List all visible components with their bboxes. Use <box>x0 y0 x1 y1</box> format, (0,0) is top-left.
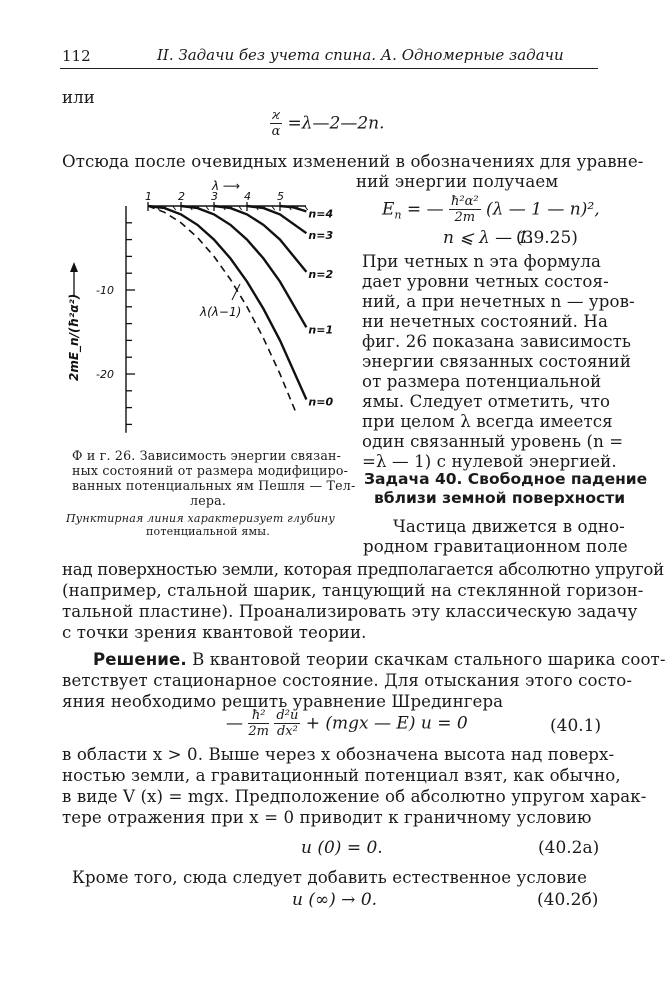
solution-line: Решение. В квантовой теории скачкам стального шарика соот- <box>93 650 666 669</box>
x-tick-label: 1 <box>145 190 152 203</box>
series-n=4 <box>280 206 306 211</box>
y-axis-arrowhead <box>70 262 78 272</box>
x-tick-label: 5 <box>277 190 284 203</box>
side-line: ни нечетных состояний. На <box>362 312 608 331</box>
equation-40-1: — $\frac{\text{ħ²}}{2m}$ $\frac{\text{d²u}}{\text{dx²}}$ + (mgx — E) u = 0 <box>226 708 468 739</box>
equation-energy: $E_n$ = — $\frac{\text{ħ²α²}}{2m}$ (λ — 1 — n)², <box>382 194 600 225</box>
problem-line: Частица движется в одно- <box>393 517 625 536</box>
series-n=2 <box>214 206 306 272</box>
x-minor-tick <box>305 206 308 210</box>
side-line: фиг. 26 показана зависимость <box>362 332 632 351</box>
equation-tag-40-1: (40.1) <box>550 716 602 736</box>
equation-condition: n ⩽ λ — 1. <box>443 228 534 248</box>
series-n=0 <box>148 206 306 400</box>
x-tick-label: 4 <box>244 190 251 203</box>
y-tick-label: -10 <box>96 284 114 297</box>
side-line: =λ — 1) с нулевой энергией. <box>362 452 617 471</box>
paragraph-line: (например, стальной шарик, танцующий на стеклянной горизон- <box>62 581 644 600</box>
paragraph-line: яния необходимо решить уравнение Шредингера <box>62 692 504 711</box>
series-label: n=1 <box>308 323 334 337</box>
dashed-curve-label: λ(λ−1) <box>200 305 242 319</box>
problem-title: Задача 40. Свободное падение <box>364 470 648 488</box>
figure-note-line: Пунктирная линия характеризует глубину <box>66 512 335 525</box>
lambda-arrow-label: λ ⟶ <box>212 179 241 193</box>
series-label: n=0 <box>308 395 334 409</box>
paragraph-line: Отсюда после очевидных изменений в обозначениях для уравне- <box>62 152 644 171</box>
x-tick-label: 2 <box>178 190 185 203</box>
y-tick-label: -20 <box>96 368 114 381</box>
caption-line: ных состояний от размера модифициро- <box>72 463 349 478</box>
side-line: ний, а при нечетных n — уров- <box>362 292 635 311</box>
side-line: При четных n эта формула <box>362 252 602 271</box>
caption-line: ванных потенциальных ям Пешля — Тел- <box>72 478 356 493</box>
paragraph-line: ветствует стационарное состояние. Для отыскания этого состо- <box>62 671 633 690</box>
paragraph-line: с точки зрения квантовой теории. <box>62 623 367 642</box>
solution-label: Решение. <box>93 650 187 669</box>
series-label: n=4 <box>308 207 334 221</box>
series-label: n=2 <box>308 267 334 281</box>
equation-kappa-alpha: $\frac{ϰ}{\alpha}$ =λ—2—2n. <box>271 108 385 139</box>
paragraph-line: тере отражения при x = 0 приводит к граничному условию <box>62 808 592 827</box>
header-rule <box>60 68 598 69</box>
x-tick-label: 3 <box>211 190 218 203</box>
paragraph-line: тальной пластине). Проанализировать эту классическую задачу <box>62 602 638 621</box>
paragraph-line: над поверхностью земли, которая предполагается абсолютно упругой <box>62 560 664 579</box>
equation-tag-40-2a: (40.2а) <box>538 838 600 858</box>
paragraph-line: Кроме того, сюда следует добавить естественное условие <box>72 868 588 887</box>
side-line: дает уровни четных состоя- <box>362 272 609 291</box>
equation-40-2b: u (∞) → 0. <box>292 890 378 910</box>
equation-tag-40-2b: (40.2б) <box>537 890 599 910</box>
side-line: ямы. Следует отметить, что <box>362 392 611 411</box>
page-number: 112 <box>62 47 91 65</box>
side-line: от размера потенциальной <box>362 372 602 391</box>
running-title: II. Задачи без учета спина. А. Одномерные задачи <box>157 46 564 64</box>
paragraph-line: в области x > 0. Выше через x обозначена высота над поверх- <box>62 745 615 764</box>
dashed-label-leader <box>232 284 240 300</box>
equation-tag-39-25: (39.25) <box>516 228 578 248</box>
paragraph-line: в виде V (x) = mgx. Предположение об абсолютно упругом харак- <box>62 787 647 806</box>
caption-line: Ф и г. 26. Зависимость энергии связан- <box>72 448 342 463</box>
side-line: один связанный уровень (n = <box>362 432 624 451</box>
problem-line: родном гравитационном поле <box>363 537 628 556</box>
figure-26-chart <box>56 176 376 446</box>
series-label: n=3 <box>308 229 334 243</box>
paragraph-line: ний энергии получаем <box>356 172 559 191</box>
problem-title: вблизи земной поверхности <box>374 489 626 507</box>
equation-40-2a: u (0) = 0. <box>301 838 383 858</box>
figure-note-line: потенциальной ямы. <box>146 525 270 538</box>
y-axis-label: 2mE_n/(ħ²α²) <box>67 293 81 381</box>
side-line: при целом λ всегда имеется <box>362 412 613 431</box>
text-ili: или <box>62 88 95 107</box>
caption-line: лера. <box>190 493 227 508</box>
paragraph-line: ностью земли, а гравитационный потенциал взят, как обычно, <box>62 766 621 785</box>
side-line: энергии связанных состояний <box>362 352 631 371</box>
